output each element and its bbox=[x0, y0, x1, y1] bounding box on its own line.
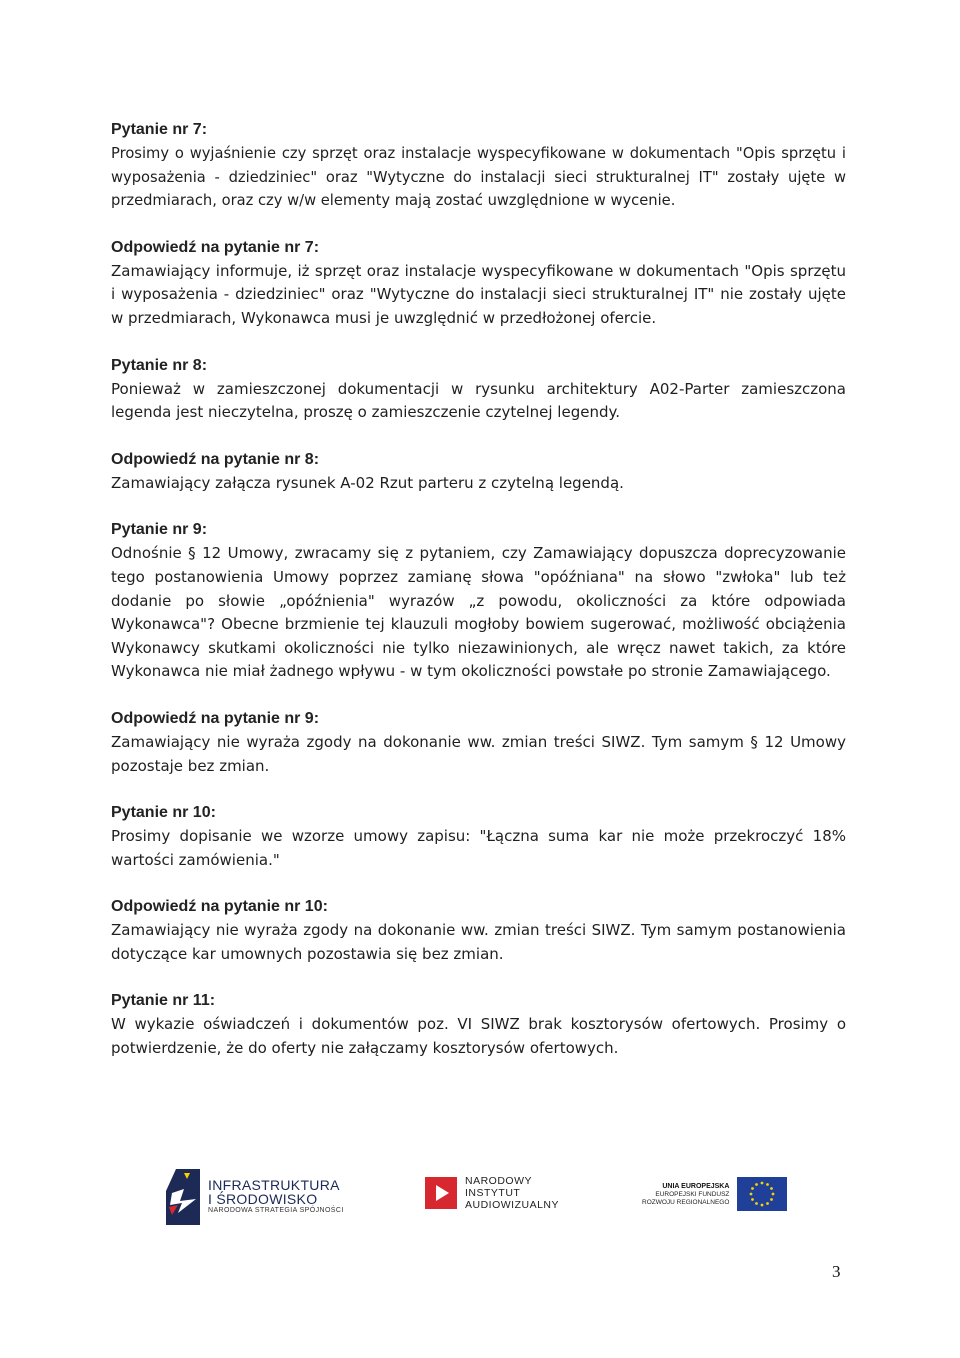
question-text: W wykazie oświadczeń i dokumentów poz. VI SIWZ brak kosztorysów ofertowych. Prosimy o potwierdzenie, że do oferty nie załączamy kosztorysów ofertowych. bbox=[111, 1015, 846, 1058]
answer-9 bbox=[111, 707, 846, 778]
answer-8 bbox=[111, 448, 846, 496]
answer-text: Zamawiający informuje, iż sprzęt oraz instalacje wyspecyfikowane w dokumentach "Opis sprzętu i wyposażenia - dziedziniec" oraz "Wytyczne do instalacji sieci strukturalnej IT" nie zostały ujęte w przedmiarach, Wykonawca musi je uwzględnić w przedłożonej ofercie. bbox=[111, 261, 846, 327]
question-heading: Pytanie nr 7: bbox=[111, 121, 208, 138]
eu-text bbox=[642, 1182, 729, 1207]
question-11 bbox=[111, 989, 846, 1060]
nia-line1: NARODOWY bbox=[465, 1175, 532, 1187]
question-8 bbox=[111, 354, 846, 425]
eu-line1: UNIA EUROPEJSKA bbox=[662, 1182, 730, 1190]
footer-logos bbox=[0, 1163, 960, 1233]
page-number: 3 bbox=[832, 1262, 841, 1281]
answer-heading: Odpowiedź na pytanie nr 9: bbox=[111, 709, 320, 727]
question-text: Prosimy o wyjaśnienie czy sprzęt oraz instalacje wyspecyfikowane w dokumentach "Opis sprzętu i wyposażenia - dziedziniec" oraz "Wytyczne do instalacji sieci strukturalnej IT" zostały ujęte w przedmiarach, oraz czy w/w elementy mają zostać uwzględnione w wycenie. bbox=[111, 145, 846, 210]
infrastruktura-logo bbox=[166, 1169, 344, 1225]
question-heading: Pytanie nr 10: bbox=[111, 804, 216, 822]
question-9 bbox=[111, 518, 846, 684]
question-text: Ponieważ w zamieszczonej dokumentacji w rysunku architektury A02-Parter zamieszczona legenda jest nieczytelna, proszę o zamieszczenie czytelnej legendy. bbox=[111, 379, 846, 422]
answer-text: Zamawiający załącza rysunek A-02 Rzut parteru z czytelną legendą. bbox=[111, 473, 624, 492]
question-10 bbox=[111, 801, 846, 872]
infrastruktura-text bbox=[208, 1178, 344, 1216]
document-body bbox=[111, 118, 846, 1084]
eu-flag-icon bbox=[737, 1177, 787, 1211]
infrastruktura-line2: I ŚRODOWISKO bbox=[208, 1191, 318, 1207]
play-icon bbox=[425, 1177, 457, 1209]
nia-text bbox=[465, 1175, 559, 1211]
answer-heading: Odpowiedź na pytanie nr 8: bbox=[111, 450, 320, 468]
question-heading: Pytanie nr 11: bbox=[111, 992, 216, 1010]
answer-text: Zamawiający nie wyraża zgody na dokonanie ww. zmian treści SIWZ. Tym samym postanowienia dotyczące kar umownych pozostawia się bez zmian. bbox=[111, 921, 846, 963]
eu-line3: ROZWOJU REGIONALNEGO bbox=[642, 1198, 730, 1206]
nia-line3: AUDIOWIZUALNY bbox=[465, 1199, 560, 1211]
answer-10 bbox=[111, 895, 846, 966]
answer-heading: Odpowiedź na pytanie nr 10: bbox=[111, 898, 328, 916]
question-7 bbox=[111, 118, 846, 213]
eu-line2: EUROPEJSKI FUNDUSZ bbox=[655, 1190, 730, 1198]
eu-logo bbox=[642, 1177, 787, 1211]
answer-text: Zamawiający nie wyraża zgody na dokonanie ww. zmian treści SIWZ. Tym samym § 12 Umowy pozostaje bez zmian. bbox=[111, 732, 846, 775]
question-text: Odnośnie § 12 Umowy, zwracamy się z pytaniem, czy Zamawiający dopuszcza doprecyzowanie tego postanowienia Umowy poprzez zamianę słowa "opóźniana" na słowo "zwłoka" lub też dodanie po słowie „opóźnienia" wyrazów „z powodu, okoliczności za które odpowiada Wykonawca"? Obecne brzmienie tej klauzuli mogłoby bowiem sugerować, możliwość obciążenia Wykonawcy skutkami okoliczności nie tylko niezawinionych, ale wręcz nawet takich, za które Wykonawca nie miał żadnego wpływu - w tym okoliczności powstałe po stronie Zamawiającego. bbox=[111, 544, 846, 681]
answer-heading: Odpowiedź na pytanie nr 7: bbox=[111, 238, 320, 256]
question-heading: Pytanie nr 8: bbox=[111, 356, 208, 374]
infrastruktura-emblem-icon bbox=[166, 1169, 200, 1225]
infrastruktura-line1: INFRASTRUKTURA bbox=[208, 1177, 340, 1193]
infrastruktura-line3: NARODOWA STRATEGIA SPÓJNOŚCI bbox=[208, 1207, 344, 1214]
nia-logo bbox=[425, 1175, 559, 1211]
answer-7 bbox=[111, 236, 846, 331]
question-text: Prosimy dopisanie we wzorze umowy zapisu: "Łączna suma kar nie może przekroczyć 18% wartości zamówienia." bbox=[111, 827, 846, 869]
nia-line2: INSTYTUT bbox=[465, 1187, 521, 1199]
question-heading: Pytanie nr 9: bbox=[111, 521, 208, 539]
